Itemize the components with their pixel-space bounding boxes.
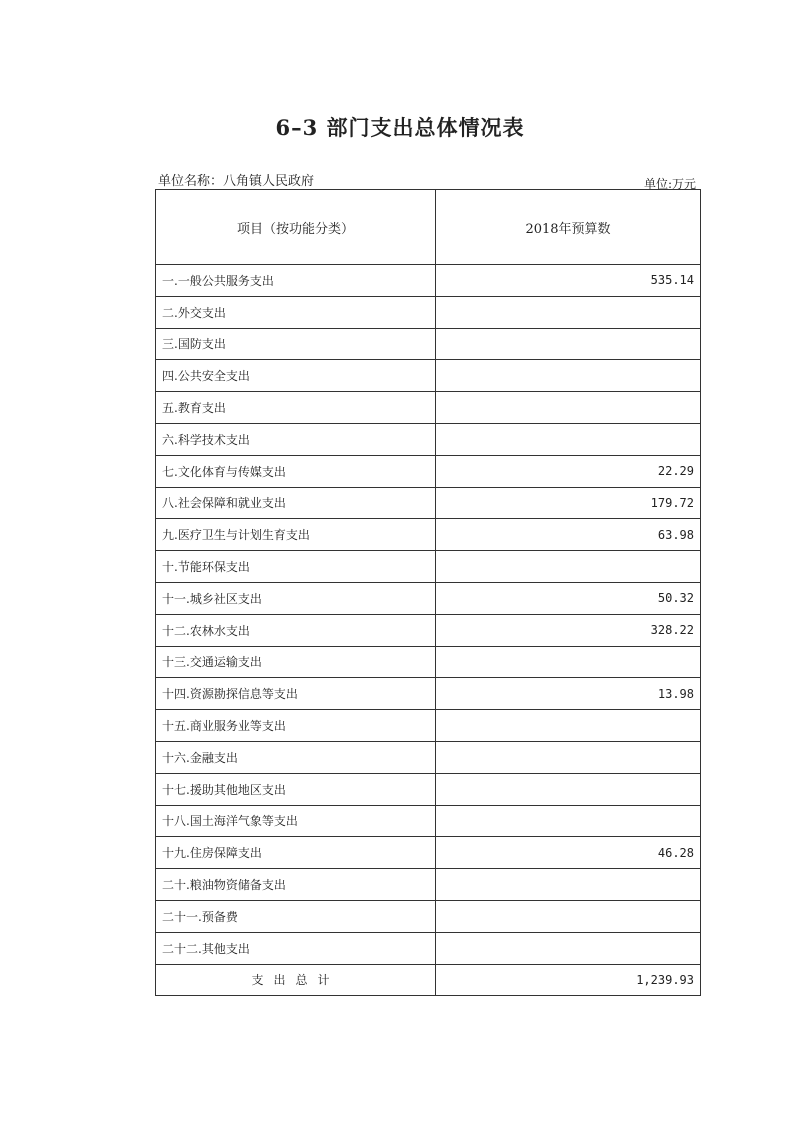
row-item-label: 二.外交支出: [156, 296, 436, 328]
table-row: [156, 265, 701, 297]
row-budget-value: [436, 869, 701, 901]
row-item-label: 十一.城乡社区支出: [156, 582, 436, 614]
row-budget-value: [436, 710, 701, 742]
table-row: [156, 900, 701, 932]
row-item-label: 十八.国土海洋气象等支出: [156, 805, 436, 837]
table-row: [156, 423, 701, 455]
row-item-label: 十九.住房保障支出: [156, 837, 436, 869]
table-row: [156, 741, 701, 773]
row-budget-value: 50.32: [436, 582, 701, 614]
table-row: [156, 869, 701, 901]
unit-name: 单位名称：八角镇人民政府: [158, 174, 315, 189]
column-header-item: 项目（按功能分类）: [156, 190, 436, 265]
total-row: [156, 964, 701, 996]
row-budget-value: 13.98: [436, 678, 701, 710]
row-item-label: 八.社会保障和就业支出: [156, 487, 436, 519]
table-row: [156, 678, 701, 710]
row-budget-value: [436, 741, 701, 773]
row-budget-value: [436, 360, 701, 392]
row-item-label: 四.公共安全支出: [156, 360, 436, 392]
row-budget-value: [436, 646, 701, 678]
row-budget-value: 63.98: [436, 519, 701, 551]
row-item-label: 十三.交通运输支出: [156, 646, 436, 678]
row-budget-value: 328.22: [436, 614, 701, 646]
row-item-label: 二十二.其他支出: [156, 932, 436, 964]
row-item-label: 二十一.预备费: [156, 900, 436, 932]
table-row: [156, 614, 701, 646]
table-row: [156, 455, 701, 487]
table-row: [156, 551, 701, 583]
row-budget-value: [436, 328, 701, 360]
row-item-label: 五.教育支出: [156, 392, 436, 424]
row-budget-value: [436, 551, 701, 583]
total-value: 1,239.93: [436, 964, 701, 996]
row-item-label: 三.国防支出: [156, 328, 436, 360]
row-item-label: 十二.农林水支出: [156, 614, 436, 646]
total-label: 支出总计: [156, 964, 436, 996]
row-budget-value: 179.72: [436, 487, 701, 519]
table-row: [156, 710, 701, 742]
page-title: 6–3 部门支出总体情况表: [275, 115, 525, 140]
table-body: [156, 265, 701, 965]
row-budget-value: [436, 773, 701, 805]
row-budget-value: 46.28: [436, 837, 701, 869]
row-item-label: 六.科学技术支出: [156, 423, 436, 455]
row-budget-value: [436, 423, 701, 455]
table-row: [156, 328, 701, 360]
row-budget-value: [436, 932, 701, 964]
table-row: [156, 487, 701, 519]
expenditure-table: [155, 189, 701, 996]
row-budget-value: [436, 392, 701, 424]
row-item-label: 二十.粮油物资储备支出: [156, 869, 436, 901]
row-item-label: 十七.援助其他地区支出: [156, 773, 436, 805]
table-row: [156, 360, 701, 392]
table-row: [156, 773, 701, 805]
table-row: [156, 932, 701, 964]
row-budget-value: 535.14: [436, 265, 701, 297]
table-row: [156, 519, 701, 551]
row-item-label: 九.医疗卫生与计划生育支出: [156, 519, 436, 551]
row-item-label: 十四.资源勘探信息等支出: [156, 678, 436, 710]
column-header-budget: 2018年预算数: [436, 190, 701, 265]
row-item-label: 十.节能环保支出: [156, 551, 436, 583]
row-item-label: 十五.商业服务业等支出: [156, 710, 436, 742]
row-item-label: 一.一般公共服务支出: [156, 265, 436, 297]
table-row: [156, 392, 701, 424]
table-row: [156, 296, 701, 328]
row-item-label: 七.文化体育与传媒支出: [156, 455, 436, 487]
table-row: [156, 646, 701, 678]
table-row: [156, 805, 701, 837]
row-budget-value: [436, 805, 701, 837]
unit-label: 单位:万元: [643, 177, 696, 191]
table-row: [156, 582, 701, 614]
table-header-row: [156, 190, 701, 265]
row-budget-value: 22.29: [436, 455, 701, 487]
row-budget-value: [436, 296, 701, 328]
table-row: [156, 837, 701, 869]
row-item-label: 十六.金融支出: [156, 741, 436, 773]
row-budget-value: [436, 900, 701, 932]
